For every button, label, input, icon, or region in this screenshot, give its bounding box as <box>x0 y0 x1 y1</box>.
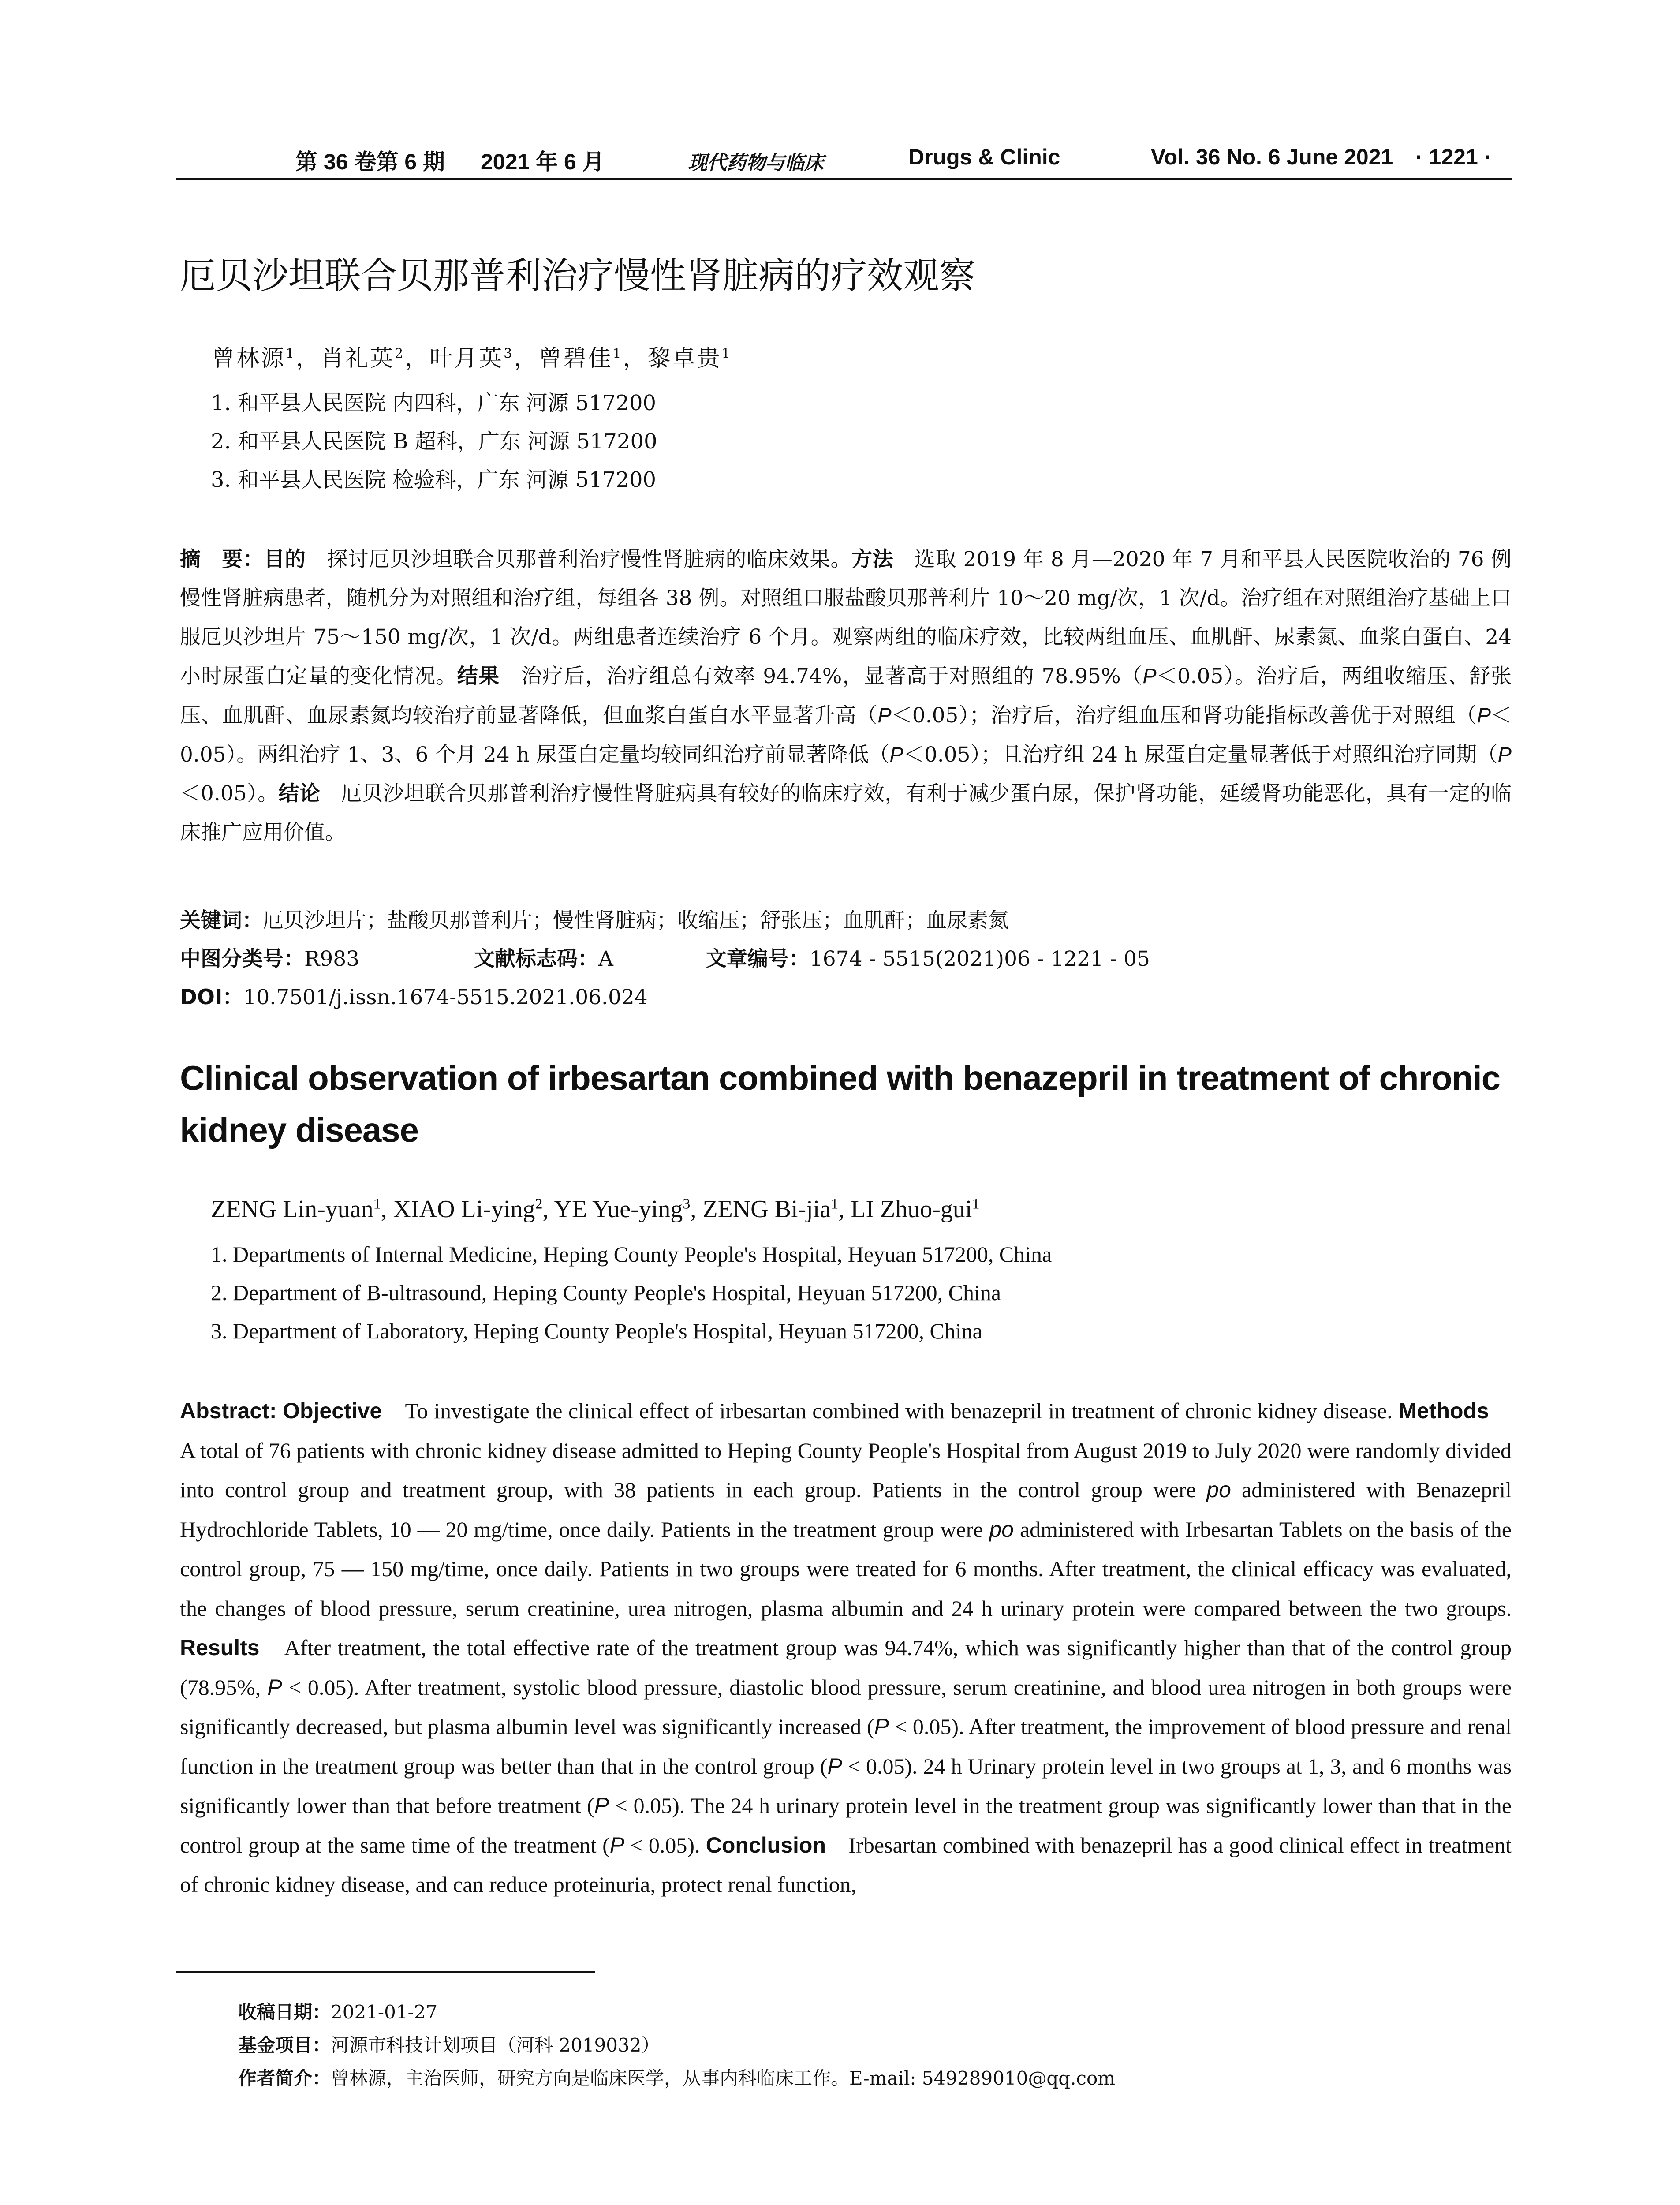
route-po: po <box>989 1517 1014 1542</box>
header-rule <box>176 178 1512 180</box>
en-methods-text: A total of 76 patients with chronic kidney disease admitted to Heping County People's Hospital from August 2019 to July 2020 were randomly divided into control group and treatment group, with 38 patients in each group. Patients in the control group were <box>180 1398 1512 1502</box>
doi-line <box>180 981 648 1010</box>
article-no-label: 文章编号： <box>706 947 810 971</box>
en-results-label: Results <box>180 1635 260 1660</box>
cn-author: 曾碧佳 <box>538 345 613 372</box>
en-conclusion-text: Irbesartan combined with benazepril has a good clinical effect in treatment of chronic kidney disease, and can reduce proteinuria, protect renal function, <box>180 1832 1512 1897</box>
en-methods-text: administered with Irbesartan Tablets on the basis of the control group, 75 — 150 mg/time, once daily. Patients in two groups were treated for 6 months. After treatment, the clinical efficacy was evaluated, the changes of blood pressure, serum creatinine, urea nitrogen, plasma albumin and 24 h urinary protein were compared between the two groups. <box>180 1517 1512 1621</box>
header-page-number: · 1221 · <box>1415 145 1492 169</box>
en-abstract <box>180 1391 1512 1905</box>
cn-results-label: 结果 <box>457 664 500 688</box>
en-author-affiliation-mark: 2 <box>535 1196 543 1212</box>
cn-abstract <box>180 540 1512 852</box>
en-methods-label: Methods <box>1398 1398 1489 1423</box>
p-value-symbol: P <box>1497 743 1512 766</box>
cn-author-affiliation-mark: 1 <box>286 346 296 362</box>
p-value-symbol: P <box>877 703 892 727</box>
route-po: po <box>1206 1477 1231 1502</box>
cn-author: 曾林源 <box>212 345 286 372</box>
cn-results-text: 治疗后，治疗组总有效率 94.74%，显著高于对照组的 78.95%（ <box>500 664 1143 688</box>
cn-results-text: ＜0.05）。 <box>180 781 279 806</box>
doi-value: 10.7501/j.issn.1674-5515.2021.06.024 <box>243 985 648 1009</box>
en-title: Clinical observation of irbesartan combined with benazepril in treatment of chronic kidney disease <box>180 1058 1501 1149</box>
p-value-symbol: P <box>874 1714 889 1739</box>
footnote-author <box>238 2064 1115 2090</box>
cn-results-text: ＜0.05）。治疗后，两组收缩压、舒张压、血肌酐、血尿素氮均较治疗前显著降低，但血浆白蛋白水平显著升高（ <box>180 664 1512 728</box>
en-author: YE Yue-ying <box>554 1196 683 1223</box>
cn-results-text: ＜0.05）；且治疗组 24 h 尿蛋白定量显著低于对照组治疗同期（ <box>903 743 1498 767</box>
fund-text: 河源市科技计划项目（河科 2019032） <box>331 2034 660 2056</box>
cn-author: 肖礼英 <box>321 345 395 372</box>
header-volume-cn: 第 36 卷第 6 期 <box>295 149 445 174</box>
cn-author: 叶月英 <box>429 345 504 372</box>
cn-affiliation: 3. 和平县人民医院 检验科，广东 河源 517200 <box>211 467 657 492</box>
p-value-symbol: P <box>594 1793 609 1818</box>
cn-methods-text: 选取 2019 年 8 月—2020 年 7 月和平县人民医院收治的 76 例慢性肾脏病患者，随机分为对照组和治疗组，每组各 38 例。对照组口服盐酸贝那普利片 10～20 mg/次，1 次/d。治疗组在对照组治疗基础上口服厄贝沙坦片 75～150 mg/次，1 次/d。两组患者连续治疗 6 个月。观察两组的临床疗效，比较两组血压、血肌酐、尿素氮、血浆白蛋白、24 小时尿蛋白定量的变化情况。 <box>180 547 1512 688</box>
en-abstract-label: Abstract: <box>180 1398 277 1423</box>
header-journal-en: Drugs & Clinic <box>908 145 1060 169</box>
en-author-affiliation-mark: 1 <box>972 1196 980 1212</box>
cn-author-affiliation-mark: 1 <box>721 346 732 362</box>
header-journal-cn: 现代药物与临床 <box>688 152 824 174</box>
cn-objective-label: 目的 <box>264 547 306 572</box>
article-no-value: 1674 - 5515(2021)06 - 1221 - 05 <box>809 947 1150 971</box>
en-author-list <box>211 1195 979 1223</box>
cn-results-text: ＜0.05）。两组治疗 1、3、6 个月 24 h 尿蛋白定量均较同组治疗前显著降低（ <box>180 703 1512 767</box>
cn-author-separator: ， <box>405 345 430 372</box>
cn-author-separator: ， <box>514 345 539 372</box>
cn-conclusion-text: 厄贝沙坦联合贝那普利治疗慢性肾脏病具有较好的临床疗效，有利于减少蛋白尿，保护肾功能，延缓肾功能恶化，具有一定的临床推广应用价值。 <box>180 781 1512 845</box>
author-bio-label: 作者简介： <box>238 2067 331 2089</box>
cn-affiliation: 2. 和平县人民医院 B 超科，广东 河源 517200 <box>211 429 657 454</box>
en-author-separator: , <box>838 1196 851 1223</box>
cn-abstract-label: 摘 要： <box>180 547 264 572</box>
cn-author-affiliation-mark: 1 <box>612 346 623 362</box>
cn-objective-text: 探讨厄贝沙坦联合贝那普利治疗慢性肾脏病的临床效果。 <box>306 547 852 572</box>
en-results-text: < 0.05). After treatment, the improvement of blood pressure and renal function in the treatment group was better than that in the control group ( <box>180 1714 1512 1779</box>
received-date: 2021-01-27 <box>331 2001 438 2023</box>
en-author-separator: , <box>542 1196 554 1223</box>
p-value-symbol: P <box>267 1674 282 1700</box>
en-author: ZENG Lin-yuan <box>211 1196 373 1223</box>
fund-label: 基金项目： <box>238 2034 331 2056</box>
en-author: LI Zhuo-gui <box>851 1196 972 1223</box>
clc-label: 中图分类号： <box>180 947 304 971</box>
footnote-rule <box>176 1971 595 1973</box>
en-affiliation: 2. Department of B-ultrasound, Heping County People's Hospital, Heyuan 517200, China <box>211 1280 1001 1305</box>
footnote-received <box>238 1998 437 2024</box>
cn-keywords <box>180 904 1009 934</box>
en-author-affiliation-mark: 1 <box>373 1196 381 1212</box>
keywords-text: 厄贝沙坦片；盐酸贝那普利片；慢性肾脏病；收缩压；舒张压；血肌酐；血尿素氮 <box>263 908 1009 933</box>
en-conclusion-label: Conclusion <box>706 1832 826 1857</box>
cn-affiliation: 1. 和平县人民医院 内四科，广东 河源 517200 <box>211 391 657 415</box>
footnote-fund <box>238 2031 660 2057</box>
header-date-cn: 2021 年 6 月 <box>481 149 605 174</box>
en-author-affiliation-mark: 3 <box>683 1196 691 1212</box>
cn-author-affiliation-mark: 2 <box>395 346 405 362</box>
en-results-text: < 0.05). 24 h Urinary protein level in two groups at 1, 3, and 6 months was significantly lower than that before treatment ( <box>180 1753 1512 1818</box>
cn-author: 黎卓贵 <box>647 345 722 372</box>
cn-author-separator: ， <box>296 345 321 372</box>
cn-methods-label: 方法 <box>851 547 894 572</box>
en-author-separator: , <box>381 1196 393 1223</box>
keywords-label: 关键词： <box>180 908 263 933</box>
p-value-symbol: P <box>1477 703 1491 727</box>
cn-author-list <box>212 340 732 373</box>
en-affiliation: 1. Departments of Internal Medicine, Heping County People's Hospital, Heyuan 517200, China <box>211 1242 1052 1267</box>
en-author: ZENG Bi-jia <box>702 1196 831 1223</box>
en-affiliation: 3. Department of Laboratory, Heping County People's Hospital, Heyuan 517200, China <box>211 1319 982 1343</box>
en-author-affiliation-mark: 1 <box>831 1196 839 1212</box>
en-objective-text: To investigate the clinical effect of irbesartan combined with benazepril in treatment of chronic kidney disease. <box>382 1398 1393 1423</box>
en-author-separator: , <box>690 1196 703 1223</box>
doc-code-label: 文献标志码： <box>474 947 599 971</box>
clc-value: R983 <box>304 947 360 971</box>
en-methods-text: administered with Benazepril Hydrochloride Tablets, 10 — 20 mg/time, once daily. Patients in the treatment group were <box>180 1477 1512 1542</box>
doi-label: DOI： <box>180 985 243 1009</box>
p-value-symbol: P <box>609 1832 625 1857</box>
en-objective-label: Objective <box>283 1398 382 1423</box>
doc-code-value: A <box>598 947 613 971</box>
en-results-text: After treatment, the total effective rate of the treatment group was 94.74%, which was significantly higher than that of the control group (78.95%, <box>180 1635 1512 1700</box>
cn-results-text: ＜0.05）；治疗后，治疗组血压和肾功能指标改善优于对照组（ <box>891 703 1477 728</box>
p-value-symbol: P <box>1142 664 1157 688</box>
cn-author-affiliation-mark: 3 <box>504 346 514 362</box>
en-results-text: < 0.05). <box>624 1832 700 1857</box>
p-value-symbol: P <box>889 743 903 766</box>
en-results-text: < 0.05). After treatment, systolic blood pressure, diastolic blood pressure, serum creatinine, and blood urea nitrogen in both groups were significantly decreased, but plasma albumin level was significantly increased ( <box>180 1674 1512 1739</box>
running-header <box>176 139 1512 183</box>
p-value-symbol: P <box>827 1753 842 1779</box>
received-label: 收稿日期： <box>238 2001 331 2023</box>
header-volume-en: Vol. 36 No. 6 June 2021 <box>1151 145 1393 169</box>
cn-title: 厄贝沙坦联合贝那普利治疗慢性肾脏病的疗效观察 <box>180 255 976 297</box>
author-bio-text: 曾林源，主治医师，研究方向是临床医学，从事内科临床工作。E-mail: 549289010@qq.com <box>331 2067 1116 2089</box>
cn-author-separator: ， <box>623 345 648 372</box>
cn-classification-line <box>180 942 1150 972</box>
en-author: XIAO Li-ying <box>393 1196 535 1223</box>
en-results-text: < 0.05). The 24 h urinary protein level in the treatment group was significantly lower than that in the control group at the same time of the treatment ( <box>180 1793 1512 1857</box>
cn-conclusion-label: 结论 <box>278 781 321 806</box>
